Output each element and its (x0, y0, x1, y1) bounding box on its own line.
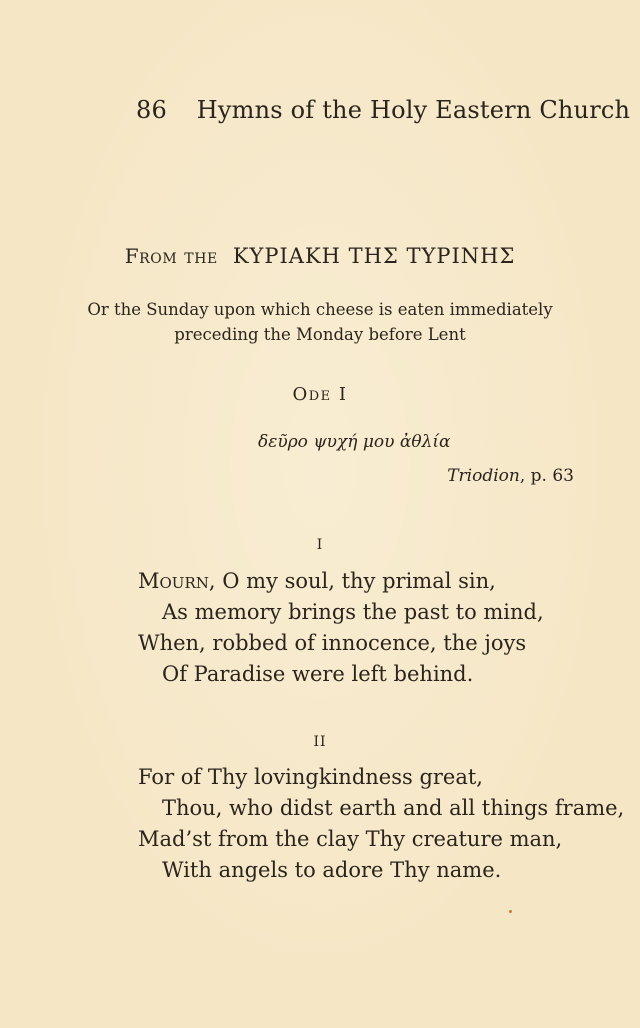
stanza-number: I (316, 537, 324, 553)
verse-line: With angels to adore Thy name. (162, 858, 502, 882)
source-page: , p. 63 (519, 466, 574, 486)
verse-initial-word: Mourn (138, 569, 209, 593)
ode-heading: Ode I (292, 384, 348, 405)
running-head (136, 96, 630, 124)
subtitle-line: Or the Sunday upon which cheese is eaten immediately (87, 300, 553, 319)
section-title-prefix: From the (124, 244, 218, 268)
stanza (138, 762, 624, 886)
verse-line-text: , O my soul, thy primal sin, (208, 569, 496, 593)
verse-line: When, robbed of innocence, the joys (138, 631, 527, 655)
section-title-greek: ΚΥΡΙΑΚΗ ΤΗΣ ΤΥΡΙΝΗΣ (232, 244, 516, 268)
section-title (0, 244, 640, 268)
verse-line: Of Paradise were left behind. (162, 662, 474, 686)
verse-line (138, 566, 544, 597)
verse-line: As memory brings the past to mind, (162, 600, 544, 624)
verse-line: For of Thy lovingkindness great, (138, 765, 483, 789)
subtitle-line: preceding the Monday before Lent (174, 325, 466, 344)
verse-line: Mad’st from the clay Thy creature man, (138, 827, 563, 851)
source-citation (447, 466, 574, 486)
section-subtitle (0, 297, 640, 347)
stanza (138, 566, 544, 690)
stray-ink-mark (509, 910, 512, 913)
greek-epigraph: δεῦρο ψυχή μου ἀθλία (258, 432, 451, 452)
verse-line: Thou, who didst earth and all things frame, (162, 796, 625, 820)
running-title: Hymns of the Holy Eastern Church (196, 96, 631, 124)
stanza-number: II (313, 734, 327, 750)
source-title: Triodion (447, 466, 520, 486)
page-number: 86 (136, 96, 167, 124)
